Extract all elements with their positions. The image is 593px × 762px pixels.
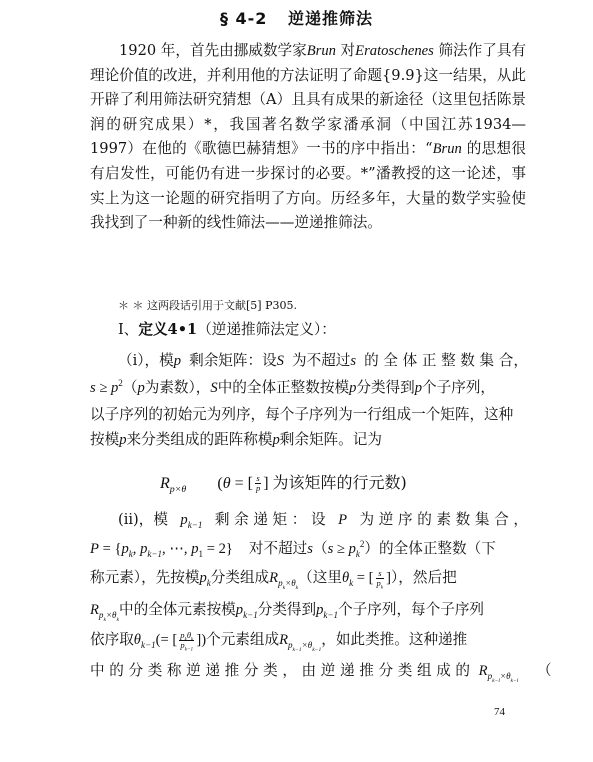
footnote: ＊ ＊ 这两段话引用于文献[5] P305. [118, 299, 297, 312]
def-ii-line-3: 称元素），先按模$p_k$分类组成$R_{p_k\times\theta_k}$（这里$\theta_k$ = [ $\frac{s}{p_k}$ ]），然后把 [90, 567, 457, 591]
def-ii-line-6: 中 的 分 类 称 逆 递 推 分 类 ， 由 逆 递 推 分 类 组 成 的 $R_{p_{k-l}\times\theta_{k-l}}$ （ [90, 662, 552, 684]
def-i-line-3: 以子序列的初始元为列序，每个子序列为一行组成一个矩阵，这种 [90, 406, 514, 423]
section-heading [0, 6, 593, 29]
def-i-line-4: 按模p来分类组成的距阵称模p剩余矩阵。记为 [90, 431, 382, 448]
residue-matrix-formula: $R_{p\times\theta}$ (θ = [ $\frac{s}{p}$ ] 为该矩阵的行元数) [160, 473, 407, 496]
def-ii-line-5: 依序取$\theta_{k-1}(=$ [ $\frac{p_k\theta_k}{p_{k-1}}$ ])个元素组成$R_{p_{k-1}\times\theta_{k-1}}$，如此类推。这种递推 [90, 629, 468, 653]
section-title: 逆递推筛法 [288, 9, 374, 28]
section-number: § 4-2 [219, 9, 268, 28]
intro-paragraph: 1920 年，首先由挪威数学家Brun 对Eratoschenes 筛法作了具有理论价值的改进，并利用他的方法证明了命题{9.9}这一结果，从此开辟了利用筛法研究猜想（A）且具有成果的新途径（这里包括陈景润的研究成果）*，我国著名数学家潘承洞（中国江苏1934—1997）在他的《歌德巴赫猜想》一书的序中指出：“Brun 的思想很有启发性，可能仍有进一步探讨的必要。*”潘教授的这一论述，事实上为这一论题的研究指明了方向。历经多年，大量的数学实验使我找到了一种新的线性筛法——逆递推筛法。 [90, 42, 527, 232]
definition-heading: I、定义4•1（逆递推筛法定义）： [118, 321, 336, 338]
def-i-line-2: $s \ge p^2(p$为素数），S中的全体正整数按模p分类得到p个子序列， [90, 378, 496, 396]
def-ii-line-4: $R_{p_k\times\theta_k}$中的全体元素按模$p_{k-1}$分类得到$p_{k-1}$个子序列，每个子序列 [90, 601, 485, 623]
page-number: 74 [494, 706, 505, 718]
def-ii-line-1: (ii)，模 $p_{k-1}$ 剩 余 递 矩 ： 设 P 为 逆 序 的 素 数 集 合 ， [118, 511, 528, 530]
def-i-line-1: （i），模p 剩余矩阵：设S 为不超过s 的 全 体 正 整 数 集 合， [118, 352, 528, 369]
def-ii-line-2: $P = \{p_k$, $p_{k-1}$, ⋯, $p_1 = 2$} 对不超过$s(s \ge p_k^2)$的全体正整数（下 [90, 539, 496, 559]
